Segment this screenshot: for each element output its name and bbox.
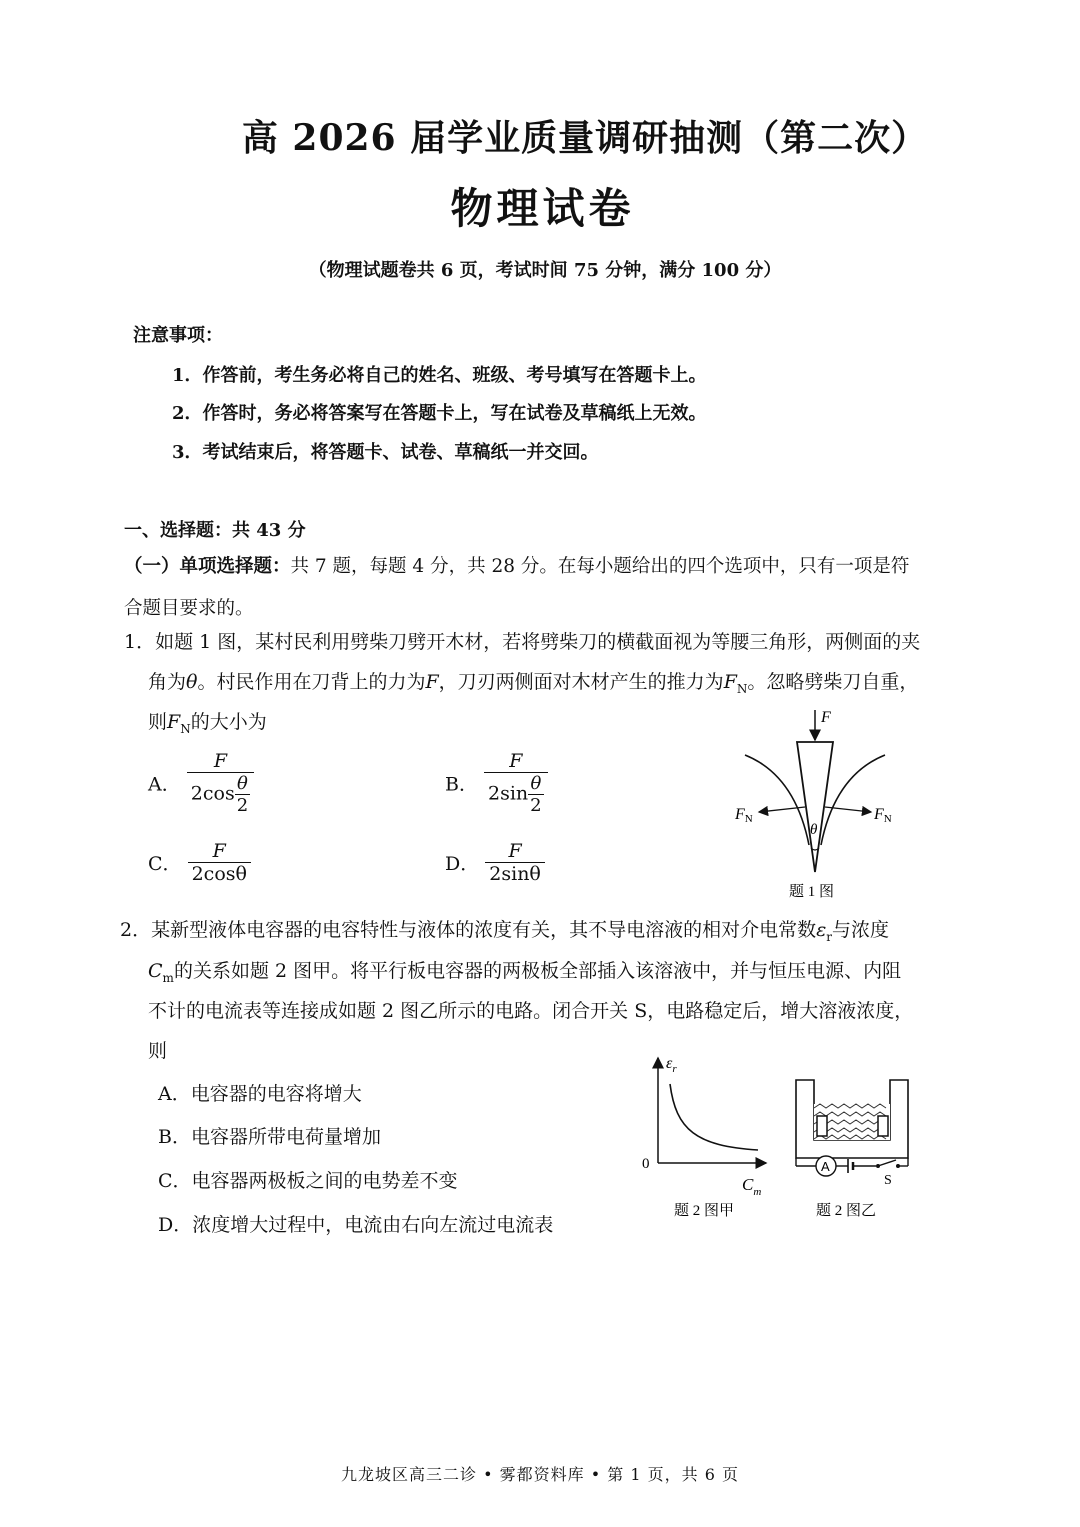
q1-line-2: 角为θ。村民作用在刀背上的力为F，刀刃两侧面对木材产生的推力为$F_N$。忽略劈柴刀自重， bbox=[148, 671, 919, 696]
plate-left bbox=[817, 1116, 827, 1136]
y-axis-label: $\varepsilon_r$ bbox=[666, 1055, 677, 1075]
q2-line-4: 则 bbox=[148, 1040, 168, 1062]
subsection-text: 共 7 题，每题 4 分，共 28 分。在每小题给出的四个选项中，只有一项是符 bbox=[290, 556, 910, 577]
force-fn-left-label: FN bbox=[735, 806, 753, 825]
wood-curve-right bbox=[821, 755, 885, 845]
q2-option-b[interactable]: B．电容器所带电荷量增加 bbox=[158, 1126, 381, 1148]
subsection-intro bbox=[124, 556, 909, 578]
notice-heading: 注意事项： bbox=[133, 325, 223, 346]
page-footer: 九龙坡区高三二诊 • 雾都资料库 • 第 1 页，共 6 页 bbox=[341, 1465, 739, 1484]
q1-option-c[interactable]: C． $\frac{F}{2\cos\theta}$ bbox=[148, 840, 251, 885]
section-title: 一、选择题：共 43 分 bbox=[124, 520, 306, 541]
q2-figure-a bbox=[638, 1050, 778, 1225]
wood-curve-left bbox=[745, 755, 809, 845]
q2-figure-b bbox=[790, 1072, 920, 1227]
exam-info: （物理试题卷共 6 页，考试时间 75 分钟，满分 100 分） bbox=[308, 260, 782, 281]
q1-option-d[interactable]: D． $\frac{F}{2\sin\theta}$ bbox=[445, 840, 545, 885]
subsection-label: （一）单项选择题： bbox=[124, 556, 291, 577]
q2-line-2: $C_m$的关系如题 2 图甲。将平行板电容器的两极板全部插入该溶液中，并与恒压电源、内阻 bbox=[148, 960, 902, 985]
q1-line-3: 则$F_N$的大小为 bbox=[148, 711, 267, 736]
force-fn-right-label: FN bbox=[874, 806, 892, 825]
subsection-text-2: 合题目要求的。 bbox=[124, 598, 254, 619]
force-f-label: F bbox=[821, 709, 831, 726]
figure-2b-caption: 题 2 图乙 bbox=[816, 1203, 877, 1219]
notice-item: 3．考试结束后，将答题卡、试卷、草稿纸一并交回。 bbox=[172, 442, 599, 463]
origin-label: 0 bbox=[642, 1156, 650, 1172]
q1-figure bbox=[725, 700, 925, 905]
q2-line-3: 不计的电流表等连接成如题 2 图乙所示的电路。闭合开关 S，电路稳定后，增大溶液浓度， bbox=[148, 1000, 914, 1022]
figure-2a-caption: 题 2 图甲 bbox=[674, 1203, 735, 1219]
angle-arc bbox=[811, 848, 819, 850]
q2-option-c[interactable]: C．电容器两极板之间的电势差不变 bbox=[158, 1170, 458, 1192]
switch-blade bbox=[878, 1160, 896, 1166]
exam-title: 高 2026 届学业质量调研抽测（第二次） bbox=[241, 117, 929, 159]
figure-1-caption: 题 1 图 bbox=[789, 884, 835, 900]
q2-line-1: 2．某新型液体电容器的电容特性与液体的浓度有关，其不导电溶液的相对介电常数$\varepsilon_r$与浓度 bbox=[120, 919, 890, 944]
angle-theta-label: θ bbox=[810, 822, 818, 838]
x-axis-label: $C_m$ bbox=[742, 1175, 762, 1198]
exam-subject: 物理试卷 bbox=[450, 184, 635, 233]
epsilon-curve bbox=[670, 1084, 758, 1150]
switch-label: S bbox=[884, 1173, 892, 1188]
notice-item: 1．作答前，考生务必将自己的姓名、班级、考号填写在答题卡上。 bbox=[172, 365, 707, 386]
q1-option-b[interactable]: B． F 2sin $\frac{\theta}{2}$ bbox=[445, 750, 548, 816]
q1-option-a[interactable]: A． F 2cos $\frac{\theta}{2}$ bbox=[148, 750, 254, 816]
ammeter-label: A bbox=[821, 1159, 830, 1174]
plate-right bbox=[878, 1116, 888, 1136]
notice-item: 2．作答时，务必将答案写在答题卡上，写在试卷及草稿纸上无效。 bbox=[172, 403, 707, 424]
q2-option-d[interactable]: D．浓度增大过程中，电流由右向左流过电流表 bbox=[158, 1214, 554, 1236]
q2-option-a[interactable]: A．电容器的电容将增大 bbox=[158, 1083, 362, 1105]
q1-line-1: 1．如题 1 图，某村民利用劈柴刀劈开木材，若将劈柴刀的横截面视为等腰三角形，两侧面的夹 bbox=[124, 631, 921, 653]
